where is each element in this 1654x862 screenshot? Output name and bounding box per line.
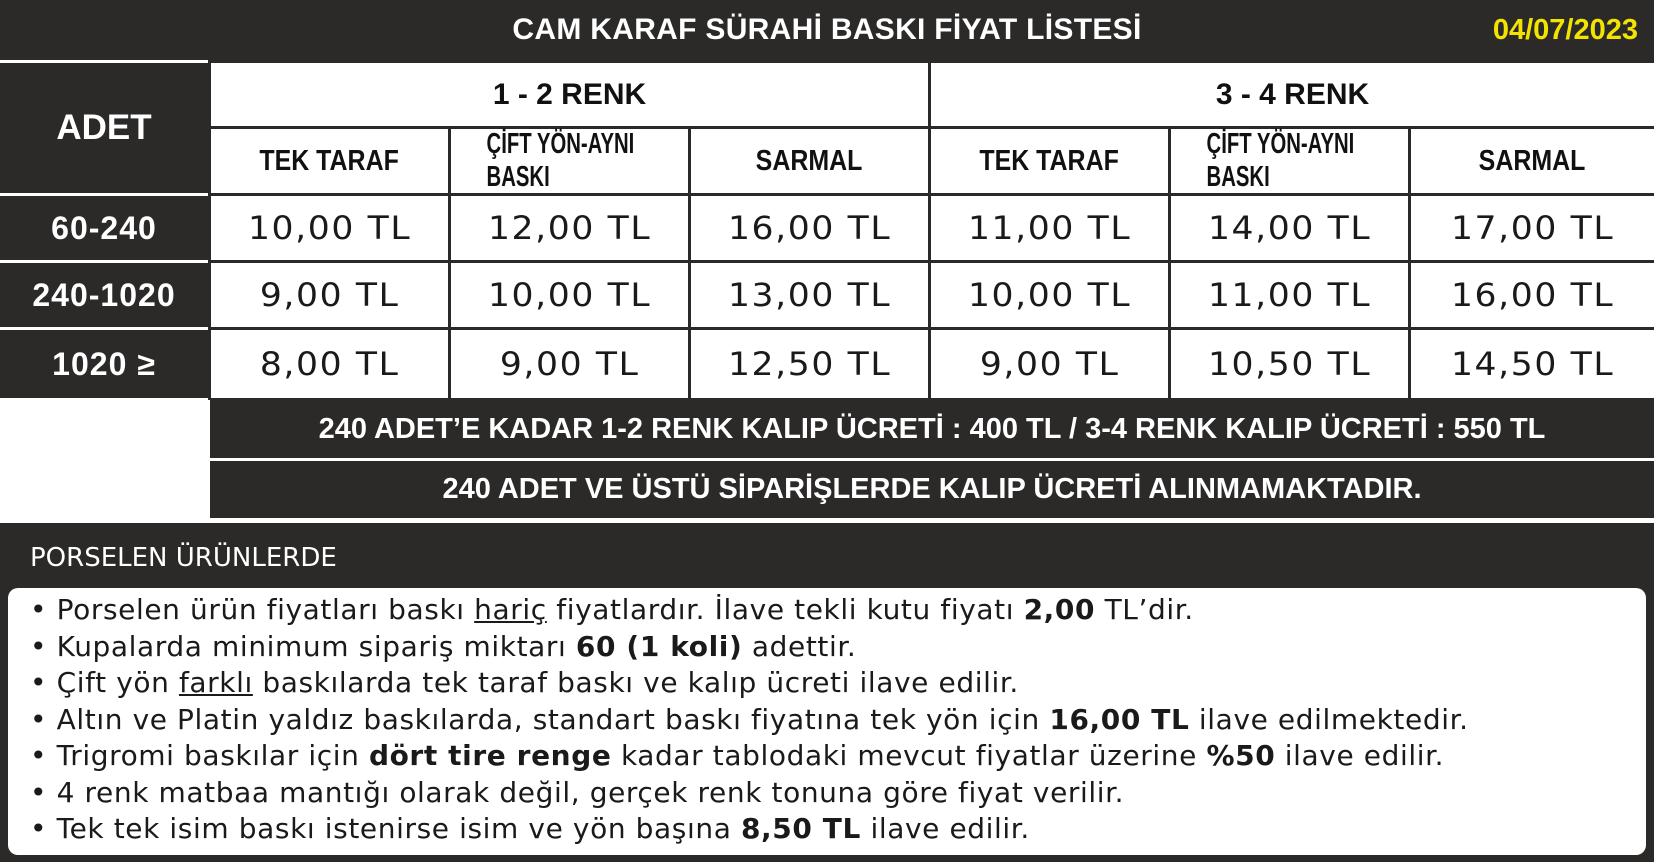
list-item: • Çift yön farklı baskılarda tek taraf baskı ve kalıp ücreti ilave edilir. [30,666,1019,699]
no-mold-fee-note: 240 ADET VE ÜSTÜ SİPARİŞLERDE KALIP ÜCRETİ ALINMAMAKTADIR. [210,461,1654,518]
price-cell: 16,00 TL [1411,263,1654,327]
list-item: • Tek tek isim baskı istenirse isim ve yön başına 8,50 TL ilave edilir. [30,812,1030,845]
price-cell: 12,50 TL [691,330,928,398]
group-header-1-2-renk: 1 - 2 RENK [211,63,928,126]
price-cell: 9,00 TL [931,330,1168,398]
subheader-sarmal-2: SARMAL [1411,129,1654,193]
group-header-3-4-renk: 3 - 4 RENK [931,63,1654,126]
price-cell: 16,00 TL [691,196,928,260]
price-cell: 10,00 TL [451,263,688,327]
price-cell: 9,00 TL [451,330,688,398]
list-item: • Porselen ürün fiyatları baskı hariç fiyatlardır. İlave tekli kutu fiyatı 2,00 TL’dir. [30,593,1194,626]
subheader-cift-yon-1: ÇİFT YÖN-AYNI BASKI [451,129,688,193]
porselen-notes-list [8,588,1646,855]
row-label-3: 1020 ≥ [0,330,208,398]
subheader-tek-taraf-1: TEK TARAF [211,129,448,193]
price-cell: 10,00 TL [931,263,1168,327]
price-cell: 10,00 TL [211,196,448,260]
price-cell: 13,00 TL [691,263,928,327]
list-item: • Kupalarda minimum sipariş miktarı 60 (1 koli) adettir. [30,629,857,663]
subheader-cift-yon-2: ÇİFT YÖN-AYNI BASKI [1171,129,1408,193]
price-cell: 14,00 TL [1171,196,1408,260]
row-label-2: 240-1020 [0,263,208,327]
price-cell: 9,00 TL [211,263,448,327]
price-cell: 11,00 TL [931,196,1168,260]
price-cell: 14,50 TL [1411,330,1654,398]
list-item: • Altın ve Platin yaldız baskılarda, standart baskı fiyatına tek yön için 16,00 TL ilave edilmektedir. [30,702,1469,736]
price-cell: 17,00 TL [1411,196,1654,260]
price-cell: 8,00 TL [211,330,448,398]
porselen-title: PORSELEN ÜRÜNLERDE [30,543,337,573]
adet-header: ADET [0,63,208,193]
row-label-1: 60-240 [0,196,208,260]
price-cell: 10,50 TL [1171,330,1408,398]
subheader-sarmal-1: SARMAL [691,129,928,193]
list-item: • Trigromi baskılar için dört tire renge kadar tablodaki mevcut fiyatlar üzerine %50 ilave edilir. [30,739,1445,772]
price-cell: 11,00 TL [1171,263,1408,327]
mold-fee-note: 240 ADET’E KADAR 1-2 RENK KALIP ÜCRETİ : 400 TL / 3-4 RENK KALIP ÜCRETİ : 550 TL [210,400,1654,458]
page-title: CAM KARAF SÜRAHİ BASKI FİYAT LİSTESİ [512,13,1142,46]
date-label: 04/07/2023 [1492,13,1638,46]
subheader-tek-taraf-2: TEK TARAF [931,129,1168,193]
list-item: • 4 renk matbaa mantığı olarak değil, gerçek renk tonuna göre fiyat verilir. [30,775,1125,809]
price-cell: 12,00 TL [451,196,688,260]
